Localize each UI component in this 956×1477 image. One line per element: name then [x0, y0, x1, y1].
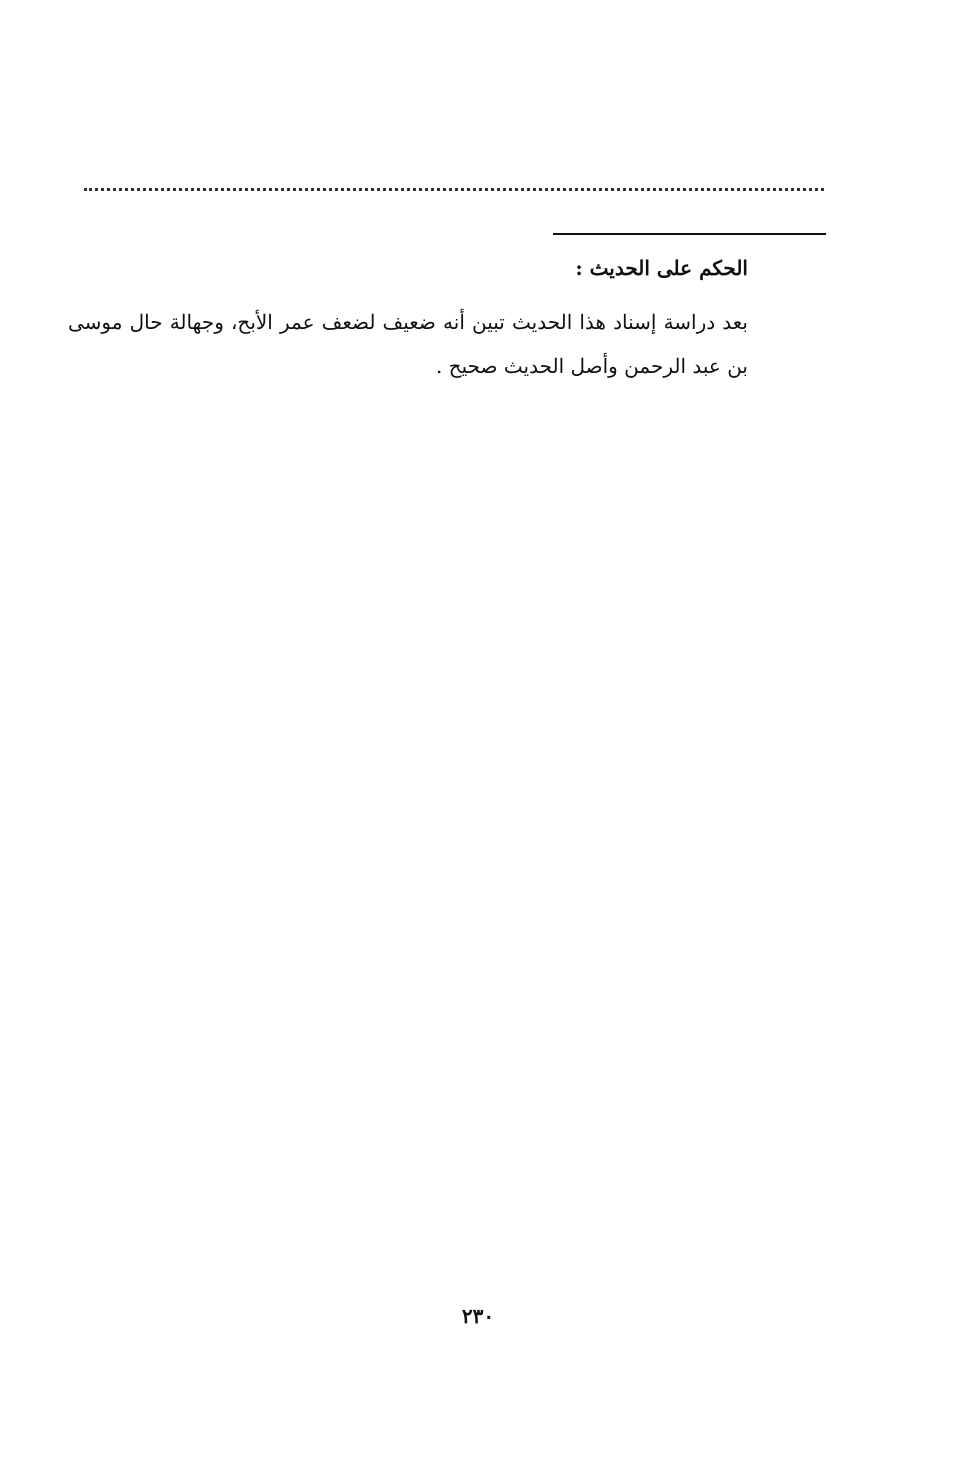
- dotted-separator: [84, 188, 824, 191]
- page-number: ٢٣٠: [461, 1304, 495, 1328]
- body-paragraph: بعد دراسة إسناد هذا الحديث تبين أنه ضعيف لضعف عمر الأبح، وجهالة حال موسى بن عبد الرحمن وأصل الحديث صحيح .: [68, 310, 748, 378]
- section-heading: الحكم على الحديث :: [575, 256, 748, 280]
- heading-rule: [553, 233, 826, 235]
